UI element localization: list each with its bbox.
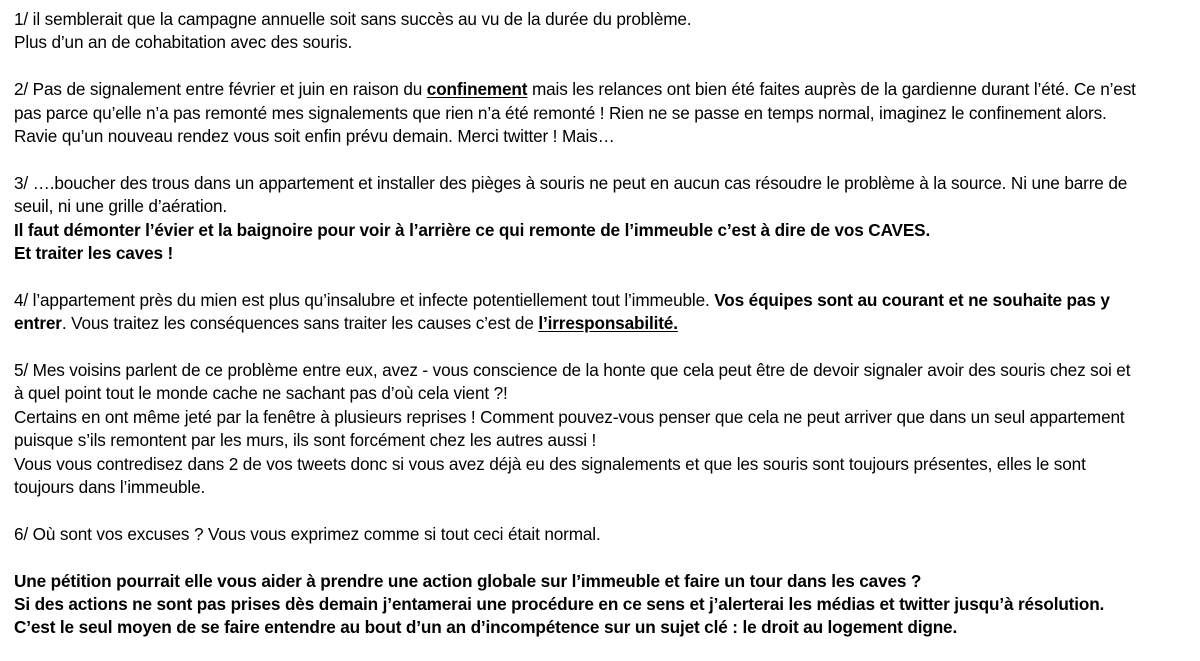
paragraph-2-line-1-start: 2/ Pas de signalement entre février et juin en raison du <box>14 79 427 100</box>
irresponsabilite-emphasis: l’irresponsabilité. <box>538 313 678 334</box>
paragraph-6-line-1: 6/ Où sont vos excuses ? Vous vous exprimez comme si tout ceci était normal. <box>14 523 601 544</box>
paragraph-3 <box>14 172 1198 266</box>
paragraph-5-line-2: à quel point tout le monde cache ne sachant pas d’où cela vient ?! <box>14 383 508 404</box>
paragraph-2-line-2: pas parce qu’elle n’a pas remonté mes signalements que rien n’a été remonté ! Rien ne se passe en temps normal, imaginez le confinement alors. <box>14 102 1107 123</box>
paragraph-2-line-1-end: mais les relances ont bien été faites auprès de la gardienne durant l’été. Ce n’est <box>527 79 1136 100</box>
document-body <box>14 8 1198 640</box>
paragraph-1 <box>14 8 1198 55</box>
paragraph-spacer <box>14 499 1198 522</box>
paragraph-3-bold-line-2: Et traiter les caves ! <box>14 243 174 264</box>
paragraph-7-line-2: Si des actions ne sont pas prises dès demain j’entamerai une procédure en ce sens et j’alerterai les médias et twitter jusqu’à résolution. <box>14 594 1105 615</box>
paragraph-4-bold-phrase: Vos équipes sont au courant et ne souhaite pas y <box>714 289 1110 310</box>
paragraph-7-line-3: C’est le seul moyen de se faire entendre au bout d’un an d’incompétence sur un sujet clé : le droit au logement digne. <box>14 617 958 638</box>
paragraph-3-line-1: 3/ ….boucher des trous dans un appartement et installer des pièges à souris ne peut en aucun cas résoudre le problème à la source. Ni une barre de <box>14 172 1128 193</box>
confinement-emphasis: confinement <box>426 79 528 100</box>
paragraph-5-line-1: 5/ Mes voisins parlent de ce problème entre eux, avez - vous conscience de la honte que cela peut être de devoir signaler avoir des souris chez soi et <box>14 360 1131 381</box>
paragraph-spacer <box>14 336 1198 359</box>
paragraph-5-line-3: Certains en ont même jeté par la fenêtre à plusieurs reprises ! Comment pouvez-vous penser que cela ne peut arriver que dans un seul appartement <box>14 406 1125 427</box>
paragraph-7-line-1: Une pétition pourrait elle vous aider à prendre une action globale sur l’immeuble et faire un tour dans les caves ? <box>14 570 922 591</box>
paragraph-5-line-6: toujours dans l’immeuble. <box>14 477 206 498</box>
paragraph-4 <box>14 289 1198 336</box>
paragraph-3-line-2: seuil, ni une grille d’aération. <box>14 196 228 217</box>
paragraph-5-line-4: puisque s’ils remontent par les murs, ils sont forcément chez les autres aussi ! <box>14 430 597 451</box>
paragraph-4-line-1-start: 4/ l’appartement près du mien est plus qu’insalubre et infecte potentiellement tout l’immeuble. <box>14 289 715 310</box>
paragraph-spacer <box>14 265 1198 288</box>
paragraph-spacer <box>14 148 1198 171</box>
paragraph-4-line-2 <box>14 312 1198 335</box>
paragraph-7 <box>14 570 1198 640</box>
paragraph-1-line-2: Plus d’un an de cohabitation avec des souris. <box>14 32 353 53</box>
paragraph-1-line-1: 1/ il semblerait que la campagne annuelle soit sans succès au vu de la durée du problème. <box>14 9 692 29</box>
paragraph-2-line-1 <box>14 78 1198 101</box>
paragraph-4-line-2-middle: . Vous traitez les conséquences sans traiter les causes c’est de <box>61 313 539 334</box>
paragraph-6 <box>14 523 1198 546</box>
paragraph-3-bold-line-1: Il faut démonter l’évier et la baignoire pour voir à l’arrière ce qui remonte de l’immeuble c’est à dire de vos CAVES. <box>14 219 931 240</box>
paragraph-2 <box>14 78 1198 148</box>
paragraph-4-bold-word: entrer <box>14 313 62 334</box>
paragraph-2-line-3: Ravie qu’un nouveau rendez vous soit enfin prévu demain. Merci twitter ! Mais… <box>14 126 615 147</box>
paragraph-5 <box>14 359 1198 499</box>
paragraph-spacer <box>14 55 1198 78</box>
paragraph-5-line-5: Vous vous contredisez dans 2 de vos tweets donc si vous avez déjà eu des signalements et que les souris sont toujours présentes, elles le sont <box>14 453 1086 474</box>
paragraph-spacer <box>14 546 1198 569</box>
paragraph-4-line-1 <box>14 289 1198 312</box>
